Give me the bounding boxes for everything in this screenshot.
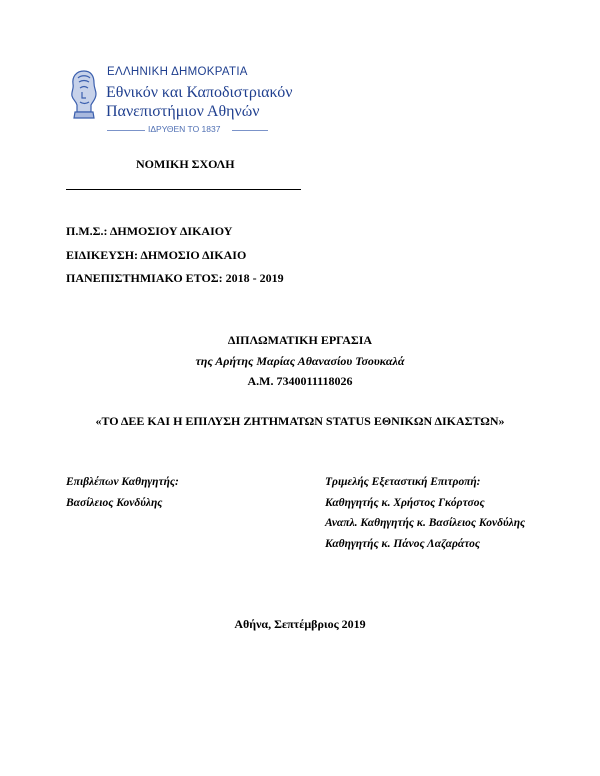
logo-divider-left [107, 130, 145, 131]
logo-university-name-line1: Εθνικόν και Καποδιστριακόν [106, 84, 293, 101]
place-and-date: Αθήνα, Σεπτέμβριος 2019 [234, 617, 366, 631]
program-pms: Π.Μ.Σ.: ΔΗΜΟΣΙΟΥ ΔΙΚΑΙΟΥ [66, 224, 233, 238]
program-academic-year: ΠΑΝΕΠΙΣΤΗΜΙΑΚΟ ΕΤΟΣ: 2018 - 2019 [66, 271, 284, 285]
committee-member: Καθηγητής κ. Πάνος Λαζαράτος [325, 538, 481, 550]
committee-member: Αναπλ. Καθηγητής κ. Βασίλειος Κονδύλης [325, 517, 526, 529]
school-underline [66, 189, 301, 190]
thesis-author: της Αρήτης Μαρίας Αθανασίου Τσουκαλά [195, 354, 405, 368]
logo-divider-right [232, 130, 268, 131]
thesis-title: «ΤΟ ΔΕΕ ΚΑΙ Η ΕΠΙΛΥΣΗ ΖΗΤΗΜΑΤΩΝ STATUS ΕΘΝΙΚΩΝ ΔΙΚΑΣΤΩΝ» [95, 414, 505, 428]
supervisor-label: Επιβλέπων Καθηγητής: [66, 476, 179, 488]
logo-republic-text: ΕΛΛΗΝΙΚΗ ΔΗΜΟΚΡΑΤΙΑ [107, 66, 248, 78]
thesis-type: ΔΙΠΛΩΜΑΤΙΚΗ ΕΡΓΑΣΙΑ [227, 333, 373, 347]
committee-label: Τριμελής Εξεταστική Επιτροπή: [325, 476, 481, 488]
university-emblem-icon [66, 68, 102, 122]
logo-university-name-line2: Πανεπιστήμιον Αθηνών [106, 103, 260, 120]
supervisor-name: Βασίλειος Κονδύλης [66, 497, 163, 509]
thesis-student-id: Α.Μ. 7340011118026 [247, 374, 353, 388]
school-name: ΝΟΜΙΚΗ ΣΧΟΛΗ [136, 157, 235, 171]
logo-founded-text: ΙΔΡΥΘΕΝ ΤΟ 1837 [148, 124, 221, 134]
program-specialization: ΕΙΔΙΚΕΥΣΗ: ΔΗΜΟΣΙΟ ΔΙΚΑΙΟ [66, 248, 247, 262]
committee-member: Καθηγητής κ. Χρήστος Γκόρτσος [325, 497, 485, 509]
